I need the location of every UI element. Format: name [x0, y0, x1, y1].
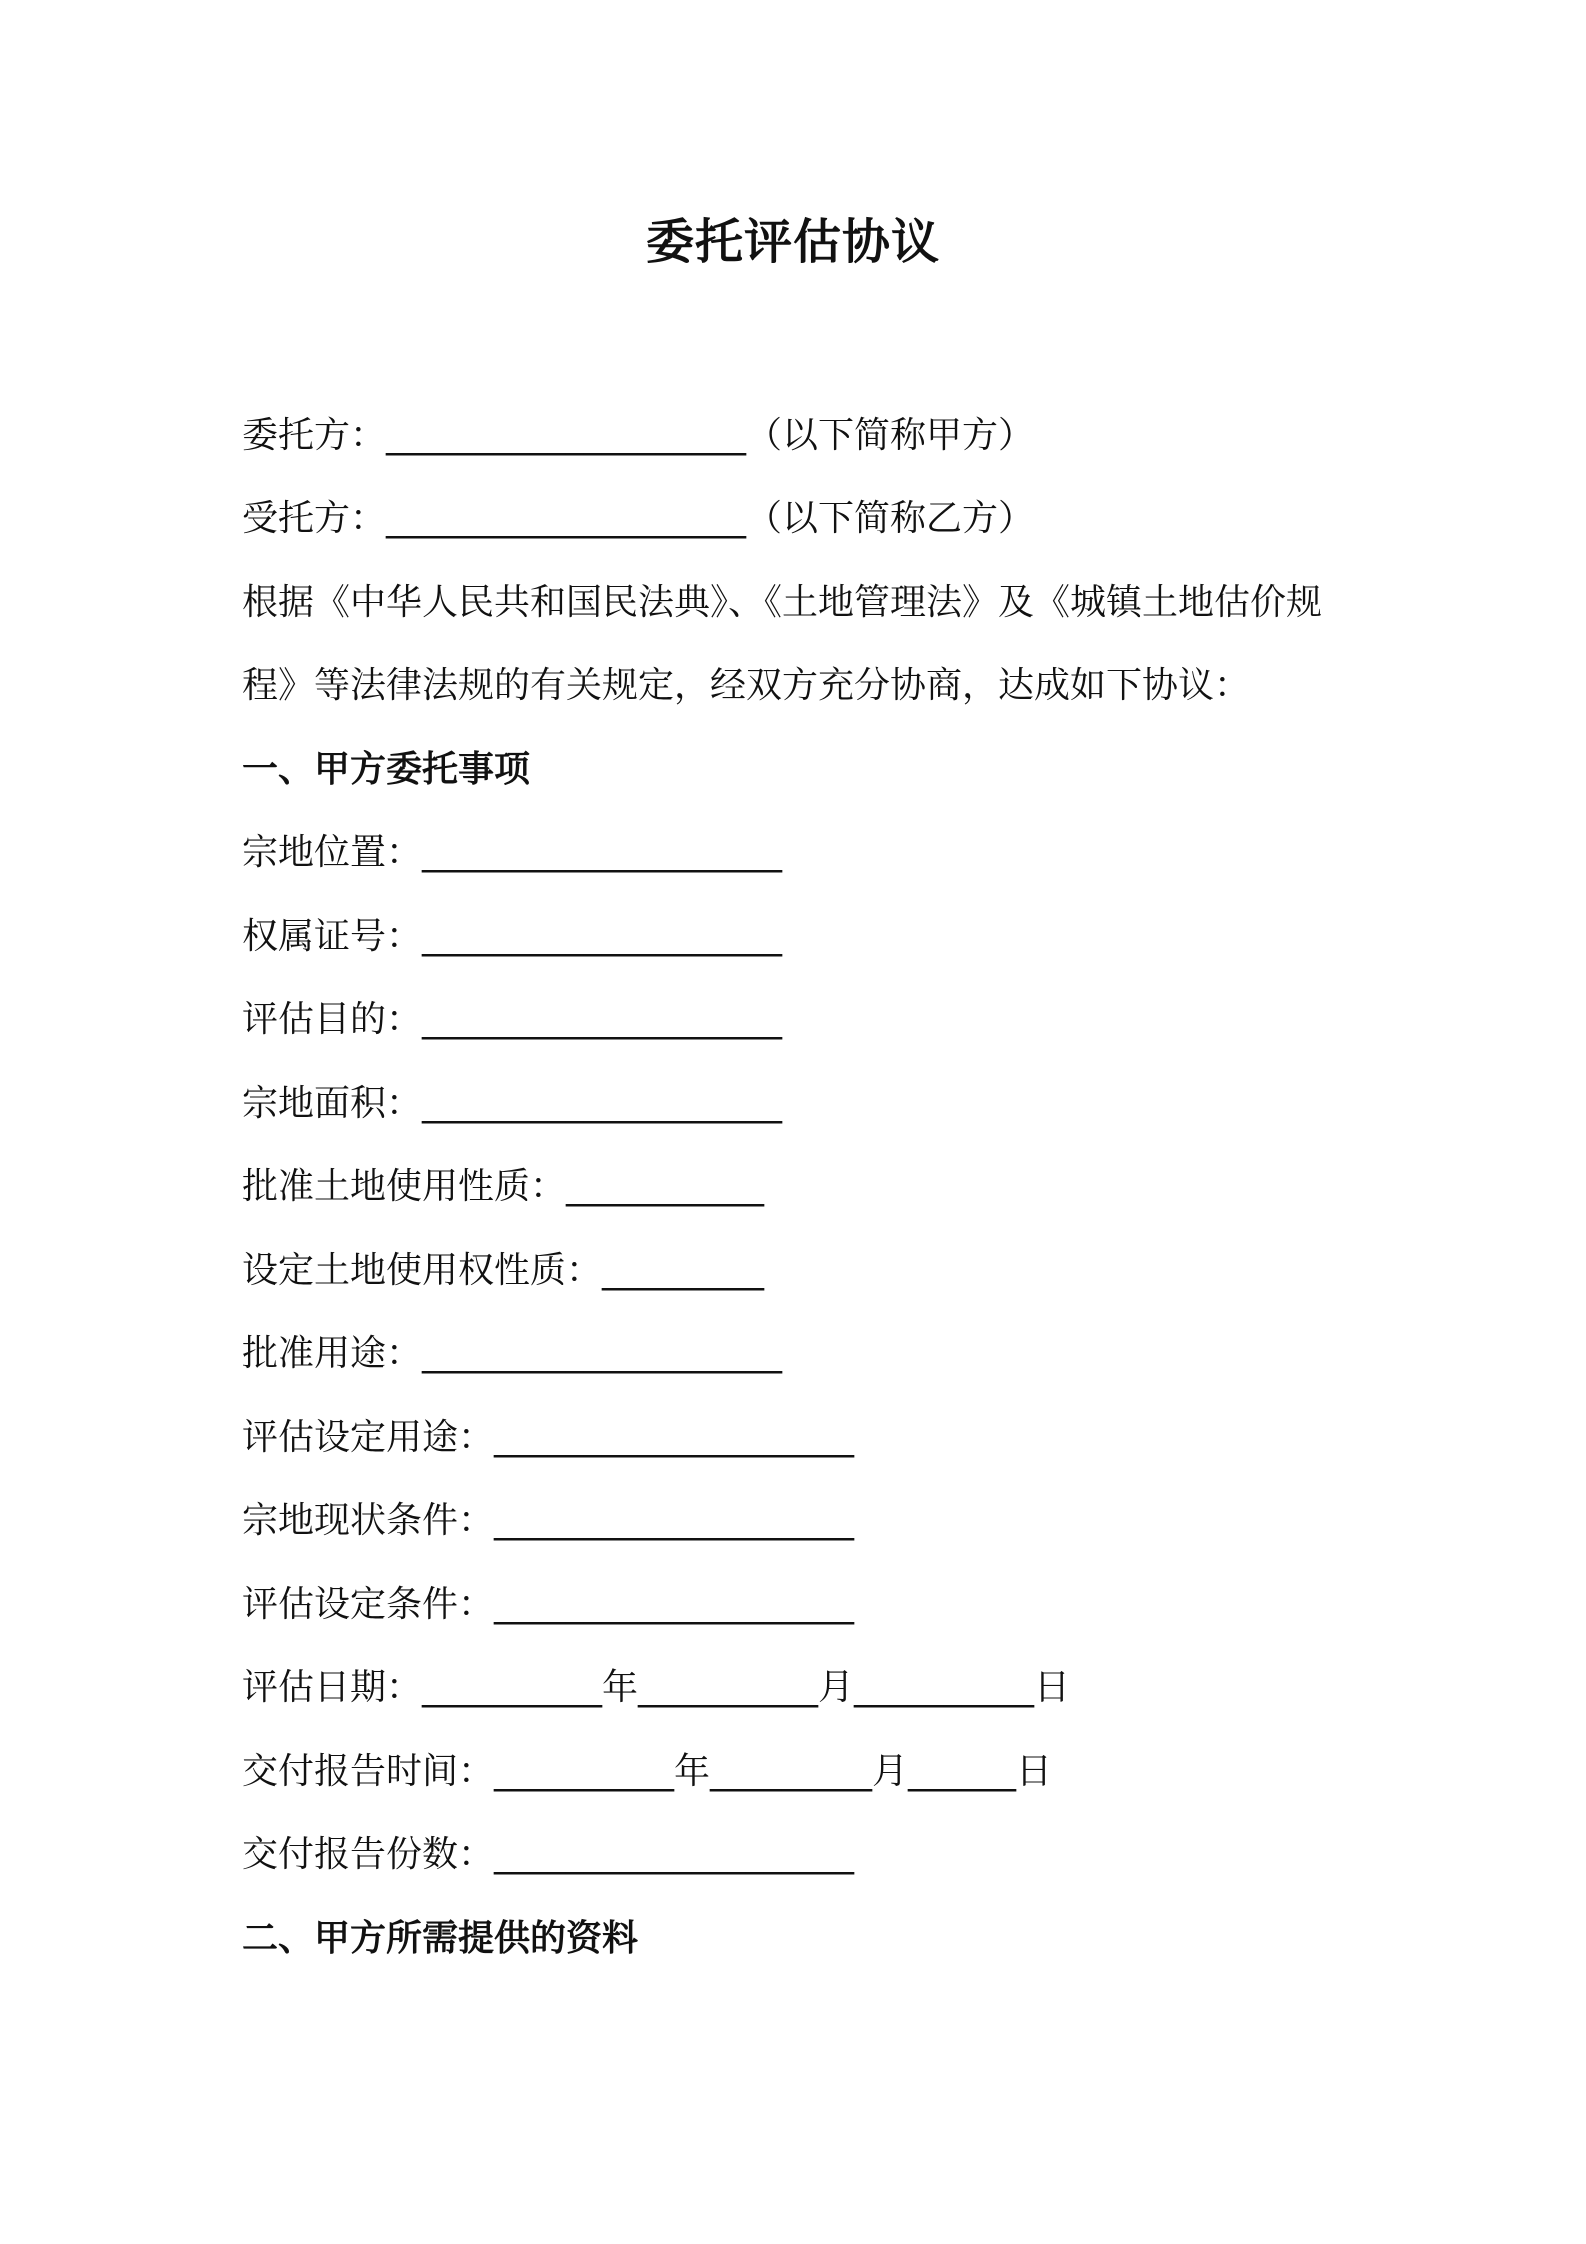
evaluation-date-line: 评估日期：__________年__________月__________日: [242, 1667, 1071, 1708]
set-condition-line: 评估设定条件：____________________: [242, 1584, 855, 1625]
parcel-location-line: 宗地位置：____________________: [242, 832, 783, 873]
report-copies-line: 交付报告份数：____________________: [242, 1834, 855, 1875]
approved-land-nature-line: 批准土地使用性质：___________: [242, 1166, 765, 1207]
approved-use-line: 批准用途：____________________: [242, 1333, 783, 1374]
legal-basis-line-2: 程》等法律法规的有关规定，经双方充分协商，达成如下协议：: [242, 665, 1251, 706]
document-title: 委托评估协议: [645, 214, 940, 270]
set-land-right-nature-line: 设定土地使用权性质：_________: [242, 1250, 765, 1291]
current-condition-line: 宗地现状条件：____________________: [242, 1500, 855, 1541]
legal-basis-line-1: 根据《中华人民共和国民法典》、《土地管理法》及《城镇土地估价规: [242, 582, 1323, 623]
delivery-time-line: 交付报告时间：__________年_________月______日: [242, 1751, 1053, 1792]
trustee-line: 受托方：____________________（以下简称乙方）: [242, 498, 1035, 539]
section-1-heading: 一、甲方委托事项: [242, 749, 531, 790]
client-line: 委托方：____________________（以下简称甲方）: [242, 415, 1035, 456]
parcel-area-line: 宗地面积：____________________: [242, 1083, 783, 1124]
evaluation-purpose-line: 评估目的：____________________: [242, 999, 783, 1040]
ownership-cert-line: 权属证号：____________________: [242, 916, 783, 957]
section-2-heading: 二、甲方所需提供的资料: [242, 1918, 639, 1959]
set-use-line: 评估设定用途：____________________: [242, 1417, 855, 1458]
